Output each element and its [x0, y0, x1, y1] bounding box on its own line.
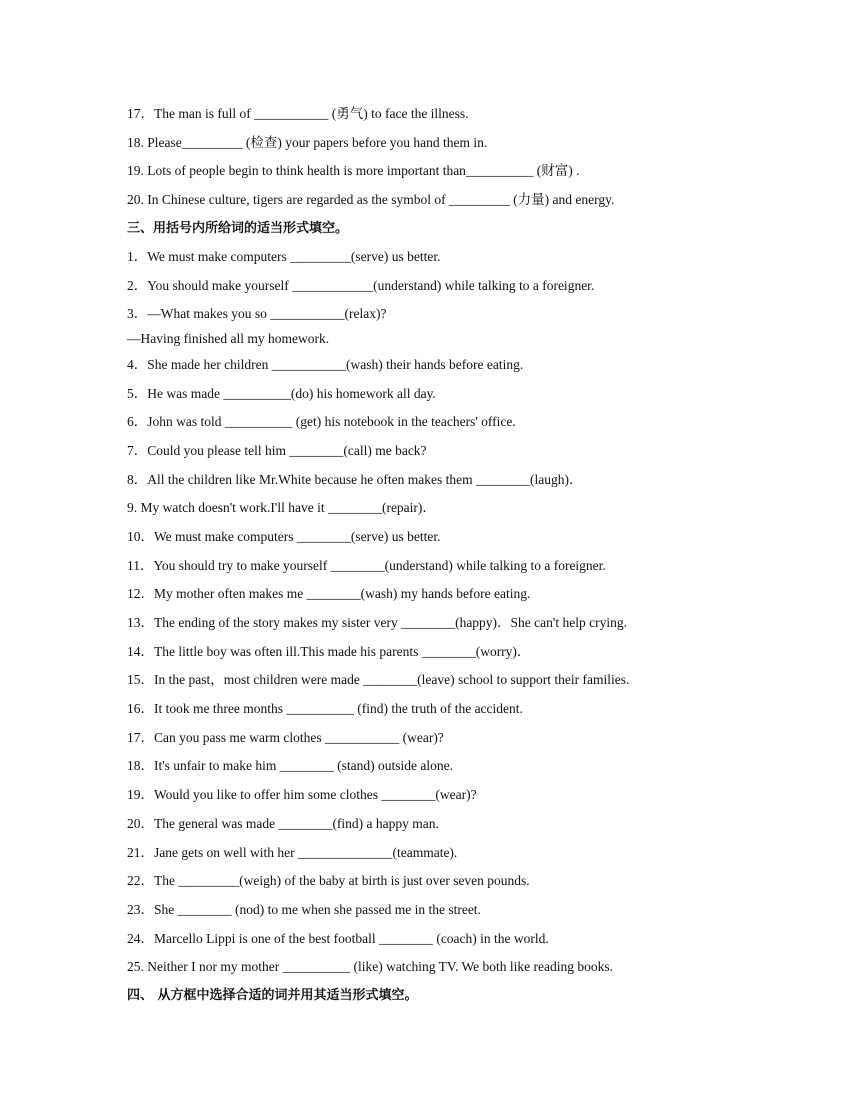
exercise-item: 12．My mother often makes me ________(wash) my hands before eating.: [127, 586, 531, 602]
exercise-item: 10．We must make computers ________(serve) us better.: [127, 528, 441, 544]
exercise-item: 9. My watch doesn't work.I'll have it ________(repair)．: [127, 500, 436, 516]
exercise-item: 21．Jane gets on well with her ______________(teammate).: [127, 844, 458, 860]
exercise-item: 18．It's unfair to make him ________ (stand) outside alone.: [127, 758, 453, 774]
exercise-item: 7．Could you please tell him ________(call) me back?: [127, 442, 427, 458]
exercise-item: 8．All the children like Mr.White because he often makes them ________(laugh)．: [127, 471, 583, 487]
exercise-item: 6．John was told __________ (get) his notebook in the teachers' office.: [127, 414, 516, 430]
exercise-item: 23．She ________ (nod) to me when she passed me in the street.: [127, 901, 481, 917]
exercise-item: 16．It took me three months __________ (find) the truth of the accident.: [127, 701, 523, 717]
exercise-item: 13．The ending of the story makes my sister very ________(happy)．She can't help crying.: [127, 615, 627, 630]
exercise-item: 25. Neither I nor my mother __________ (like) watching TV. We both like reading books.: [127, 959, 613, 975]
worksheet-page: [127, 100, 787, 1011]
exercise-item: 20．The general was made ________(find) a happy man.: [127, 815, 439, 831]
exercise-item: 17．The man is full of ___________ (勇气) to face the illness.: [127, 106, 469, 121]
exercise-item: 5．He was made __________(do) his homework all day.: [127, 385, 436, 401]
exercise-item: 19．Would you like to offer him some clothes ________(wear)?: [127, 787, 477, 803]
exercise-item: 1．We must make computers _________(serve) us better.: [127, 249, 441, 265]
exercise-item: 17．Can you pass me warm clothes ___________ (wear)?: [127, 729, 444, 745]
exercise-item: 3．—What makes you so ___________(relax)?: [127, 305, 387, 321]
exercise-item: 19. Lots of people begin to think health is more important than__________ (财富) .: [127, 163, 580, 179]
exercise-item: 14．The little boy was often ill.This made his parents ________(worry)．: [127, 643, 531, 659]
exercise-item: 11．You should try to make yourself ________(understand) while talking to a foreigner.: [127, 557, 606, 573]
section-heading: 三、用括号内所给词的适当形式填空。: [127, 220, 349, 236]
section-heading: 四、 从方框中选择合适的词并用其适当形式填空。: [127, 987, 418, 1003]
exercise-item: 24．Marcello Lippi is one of the best football ________ (coach) in the world.: [127, 930, 549, 946]
exercise-item: 18. Please_________ (检查) your papers before you hand them in.: [127, 134, 488, 150]
exercise-item: 15．In the past，most children were made ________(leave) school to support their families.: [127, 672, 630, 688]
exercise-item: 4．She made her children ___________(wash) their hands before eating.: [127, 356, 524, 372]
exercise-item: 2．You should make yourself ____________(understand) while talking to a foreigner.: [127, 278, 595, 294]
exercise-item: 20. In Chinese culture, tigers are regarded as the symbol of _________ (力量) and energy.: [127, 192, 615, 208]
exercise-answer-line: —Having finished all my homework.: [127, 330, 330, 346]
exercise-item: 22．The _________(weigh) of the baby at birth is just over seven pounds.: [127, 873, 530, 889]
